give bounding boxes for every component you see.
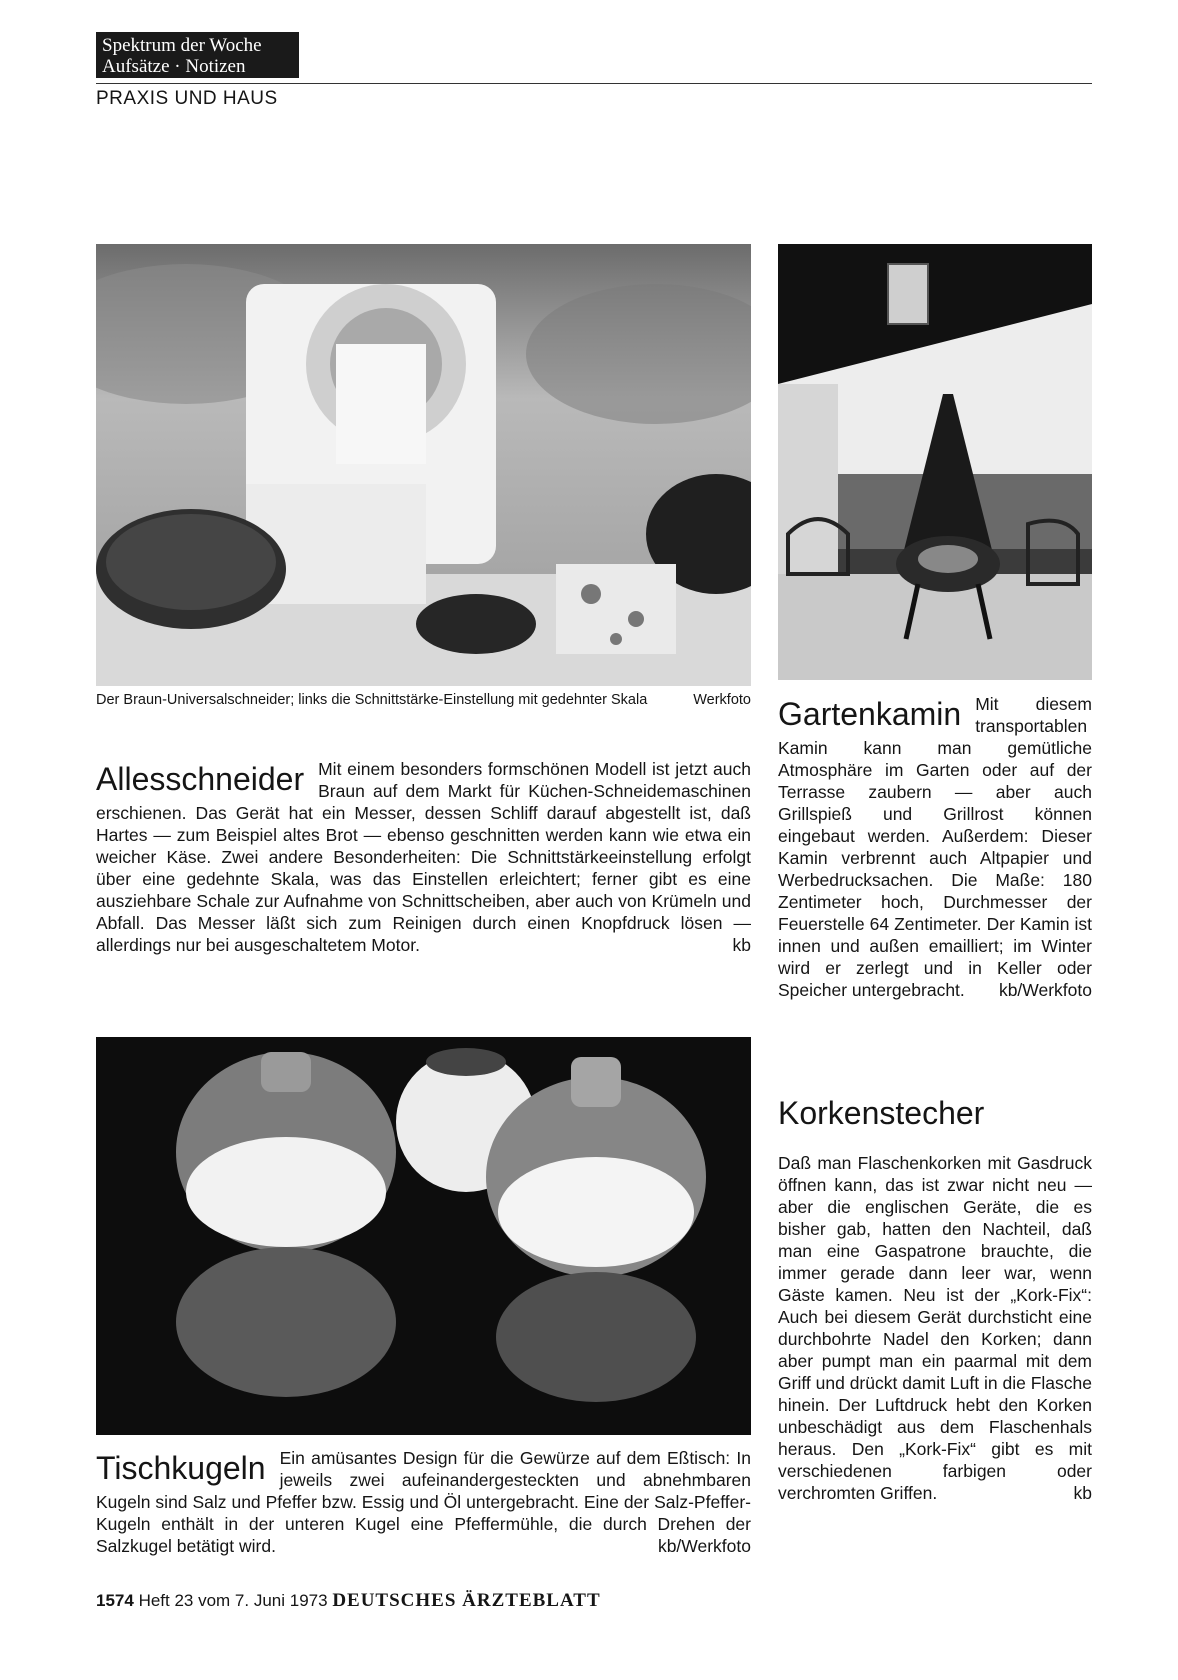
korkenstecher-signature: kb — [1073, 1483, 1092, 1503]
masthead-badge — [96, 32, 299, 78]
tablespheres-photo — [96, 1037, 751, 1435]
slicer-caption-text: Der Braun-Universalschneider; links die Schnittstärke-Einstellung mit gedehnter Skala — [96, 692, 648, 708]
issue-info: Heft 23 vom 7. Juni 1973 — [138, 1591, 328, 1610]
korkenstecher-article — [778, 1152, 1092, 1504]
header-rule — [96, 83, 1092, 84]
gartenkamin-body: Mit diesem transportablen Kamin kann man gemütliche Atmosphäre im Garten oder auf der Terrasse zaubern — aber auch Grillspieß und Grillrost können eingebaut werden. Außerdem: Dieser Kamin verbrennt auch Altpapier und Werbedrucksachen. Die Maße: 180 Zentimeter hoch, Durchmesser der Feuerstelle 64 Zentimeter. Der Kamin ist innen und außen emailliert; im Winter wird er zerlegt und in Keller oder Speicher untergebracht. — [778, 694, 1092, 1000]
page-footer — [96, 1590, 601, 1612]
allesschneider-heading: Allesschneider — [96, 761, 305, 797]
masthead-line-2: Aufsätze · Notizen — [102, 56, 246, 77]
gartenkamin-credit: kb/Werkfoto — [998, 980, 1092, 1000]
slicer-caption — [96, 692, 751, 709]
allesschneider-signature: kb — [732, 935, 751, 955]
allesschneider-body: Mit einem besonders formschönen Modell ist jetzt auch Braun auf dem Markt für Küchen-Schneidemaschinen erschienen. Das Gerät hat ein Messer, dessen Schliff darauf abgestellt ist, daß Hartes — zum Beispiel altes Brot — ebenso geschnitten werden kann wie etwa ein weicher Käse. Zwei andere Besonderheiten: Die Schnittstärkeeinstellung erfolgt über eine gedehnte Skala, was das Einstellen erleichtert; ferner gibt es eine ausziehbare Schale zur Aufnahme von Schnittscheiben, aber auch von Krümeln und Abfall. Das Messer läßt sich zum Reinigen durch einen Knopfdruck lösen — allerdings nur bei ausgeschaltetem Motor. — [96, 759, 751, 955]
allesschneider-article — [96, 758, 751, 956]
tischkugeln-heading: Tischkugeln — [96, 1450, 266, 1486]
slicer-photo — [96, 244, 751, 686]
section-title: PRAXIS UND HAUS — [96, 88, 278, 109]
gartenkamin-article — [778, 693, 1092, 1001]
gartenkamin-heading: Gartenkamin — [778, 696, 962, 732]
tischkugeln-article — [96, 1447, 751, 1557]
fireplace-photo — [778, 244, 1092, 680]
korkenstecher-body: Daß man Flaschenkorken mit Gasdruck öffnen kann, das ist zwar nicht neu — aber die englischen Geräte, die es bisher gab, hatten den Nachteil, daß man eine Gaspatrone brauchte, die immer gerade dann leer war, wenn Gäste kamen. Neu ist der „Kork-Fix“: Auch bei diesem Gerät durchsticht eine durchbohrte Nadel den Korken; dann aber pumpt man ein paarmal mit dem Griff und drückt damit Luft in die Flasche hinein. Der Luftdruck hebt den Korken unbeschädigt aus dem Flaschenhals heraus. Den „Kork-Fix“ gibt es mit verschiedenen farbigen oder verchromten Griffen. — [778, 1153, 1092, 1503]
masthead-line-1: Spektrum der Woche — [102, 35, 262, 56]
page-number: 1574 — [96, 1591, 134, 1610]
korkenstecher-heading: Korkenstecher — [778, 1095, 985, 1131]
journal-name: DEUTSCHES ÄRZTEBLATT — [332, 1590, 601, 1611]
tischkugeln-credit: kb/Werkfoto — [657, 1536, 751, 1556]
tischkugeln-body: Ein amüsantes Design für die Gewürze auf dem Eßtisch: In jeweils zwei aufeinandergesteckten und abnehmbaren Kugeln sind Salz und Pfeffer bzw. Essig und Öl untergebracht. Eine der Salz-Pfeffer-Kugeln enthält in der unteren Kugel eine Pfeffermühle, die durch Drehen der Salzkugel betätigt wird. — [96, 1448, 751, 1556]
slicer-caption-credit: Werkfoto — [693, 692, 751, 708]
